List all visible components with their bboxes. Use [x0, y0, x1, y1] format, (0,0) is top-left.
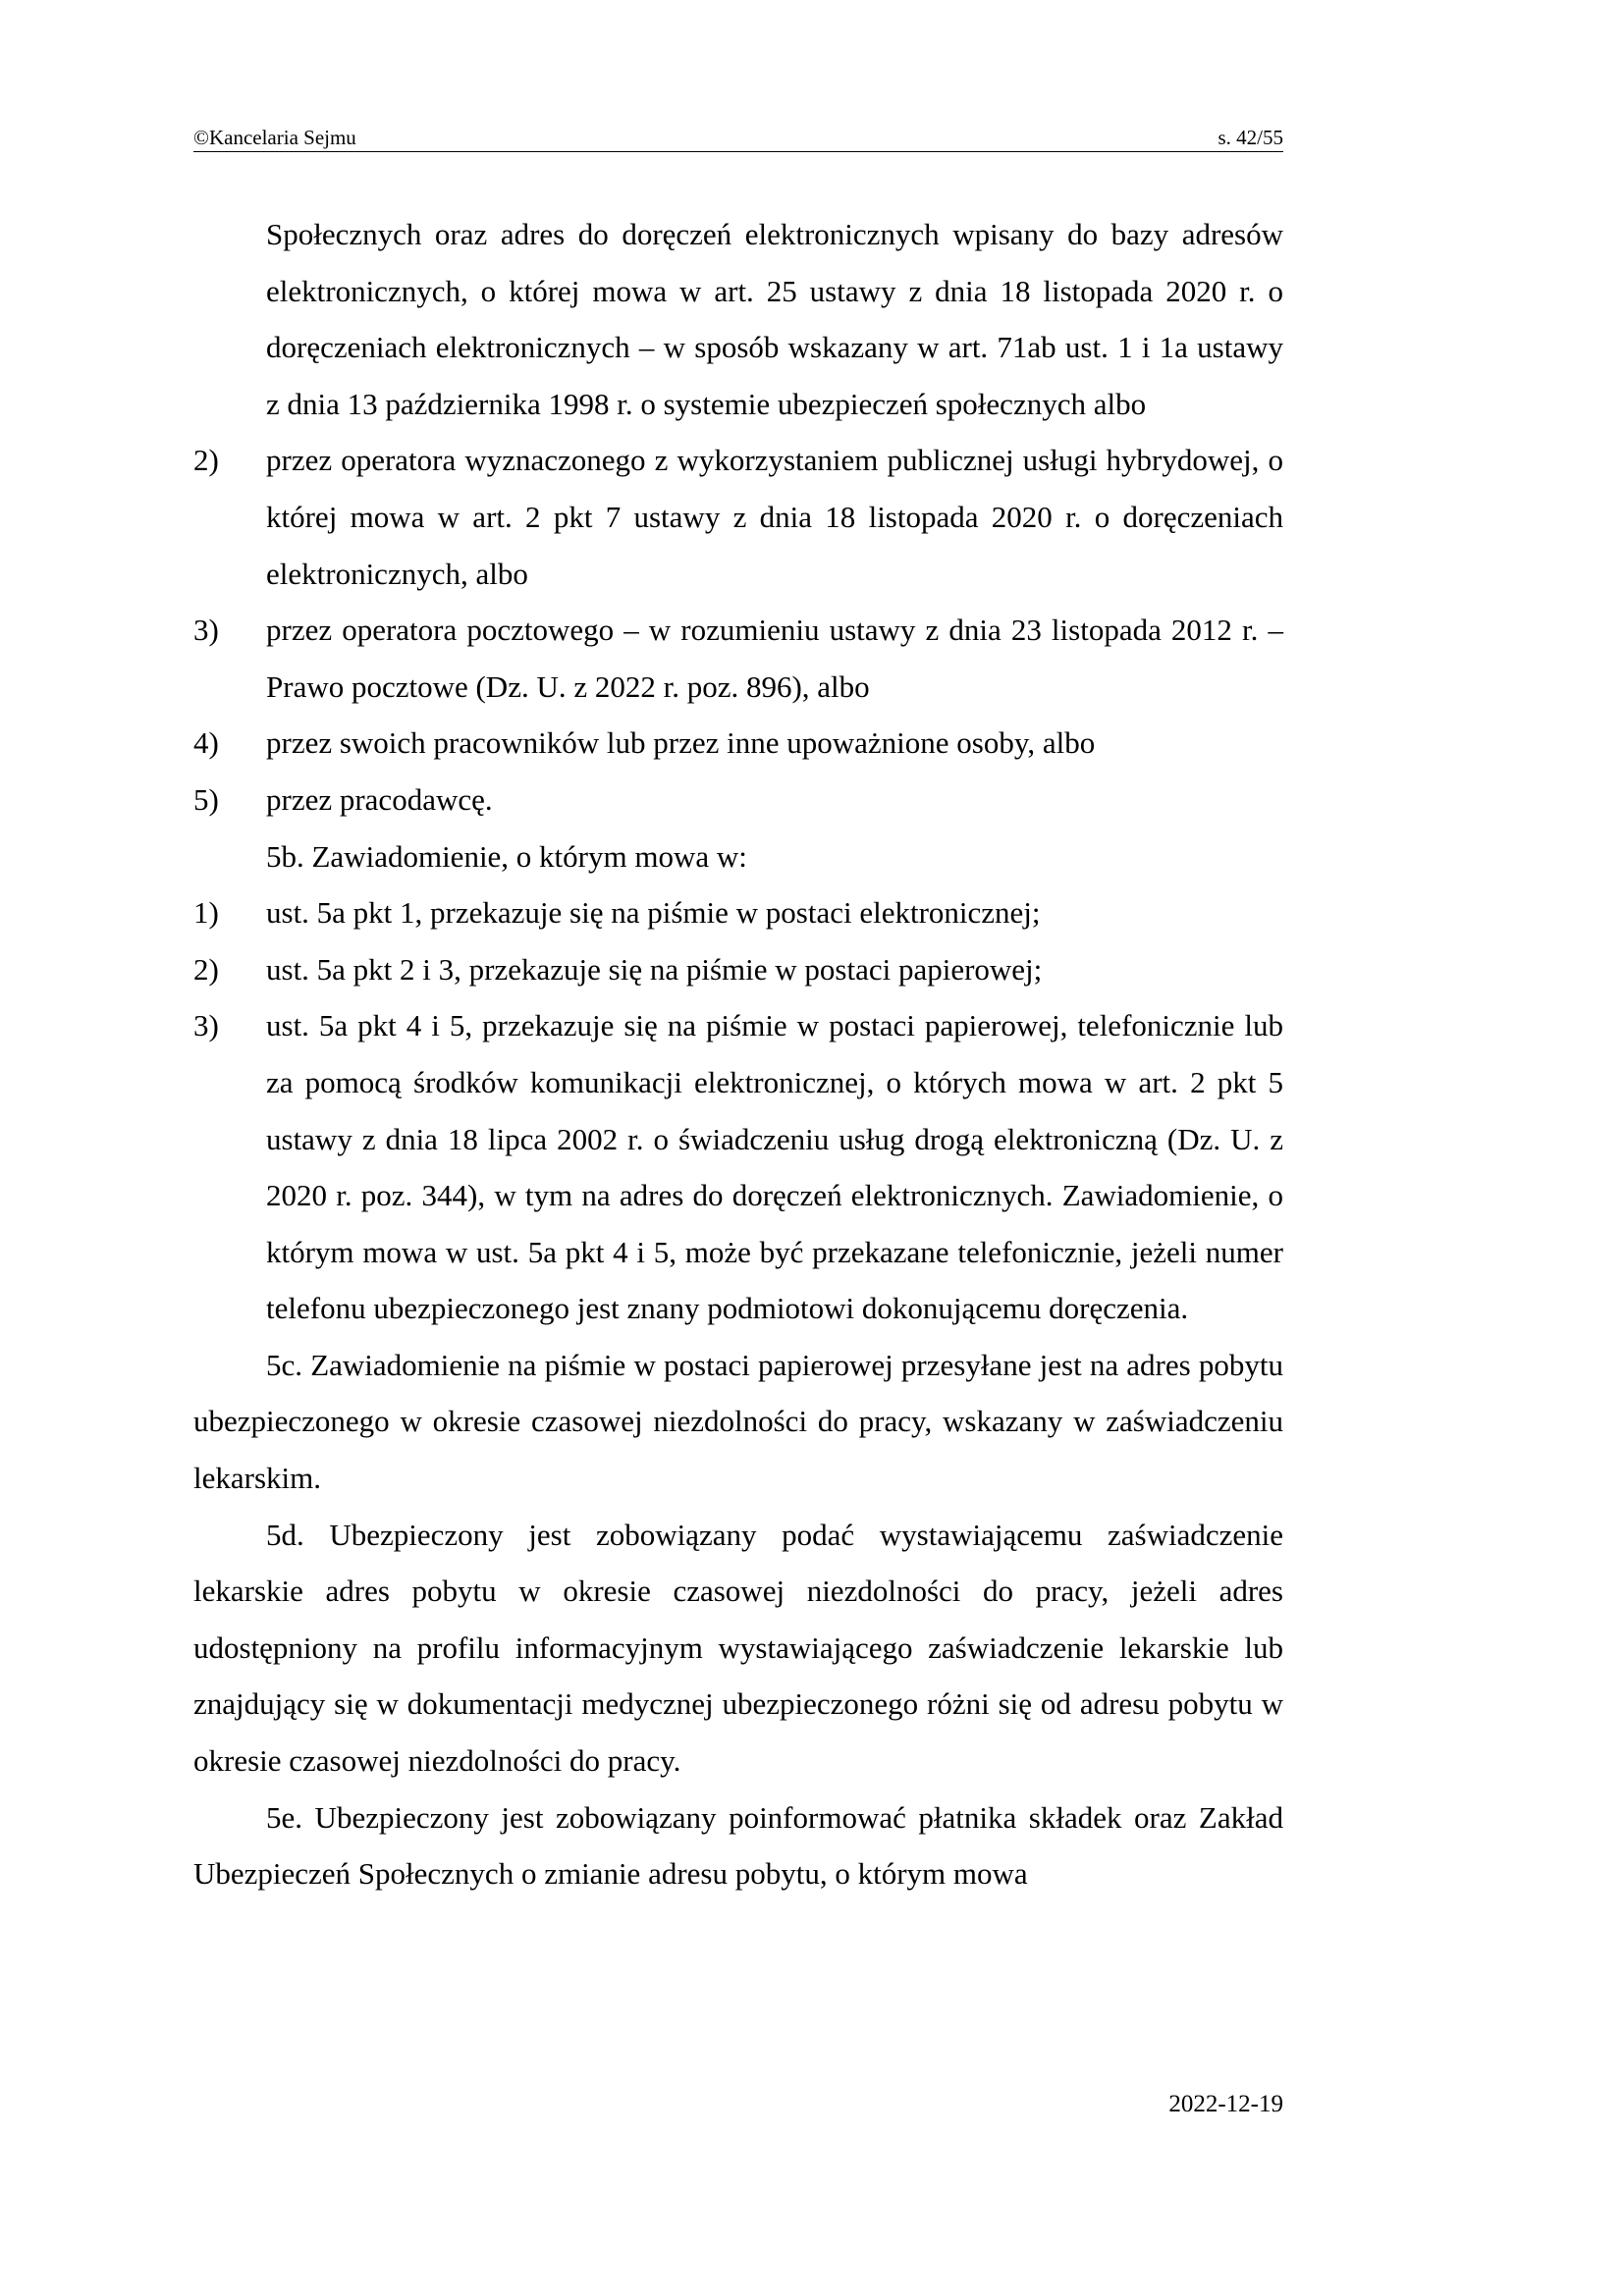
footer-date: 2022-12-19	[1168, 2091, 1283, 2117]
list-item	[193, 884, 1283, 941]
paragraph-5b: 5b. Zawiadomienie, o którym mowa w:	[266, 838, 747, 874]
header-publisher: ©Kancelaria Sejmu	[193, 126, 356, 149]
list-5a	[193, 432, 1283, 828]
document-body	[193, 206, 1283, 1902]
list-item-text: przez operatora wyznaczonego z wykorzystaniem publicznej usługi hybrydowej, o której mowa w art. 2 pkt 7 ustawy z dnia 18 listopada 2020 r. o doręczeniach elektronicznych, albo	[266, 443, 1283, 591]
list-item	[193, 997, 1283, 1337]
list-item-text: przez pracodawcę.	[266, 781, 493, 817]
list-item-number: 5)	[193, 781, 219, 817]
paragraph-5d: 5d. Ubezpieczony jest zobowiązany podać wystawiającemu zaświadczenie lekarskie adres pobytu w okresie czasowej niezdolności do pracy, jeżeli adres udostępniony na profilu informacyjnym wystawiającego zaświadczenie lekarskie lub znajdujący się w dokumentacji medycznej ubezpieczonego różni się od adresu pobytu w okresie czasowej niezdolności do pracy.	[193, 1517, 1283, 1779]
list-item-text: ust. 5a pkt 1, przekazuje się na piśmie w postaci elektronicznej;	[266, 895, 1041, 931]
list-item	[193, 772, 1283, 828]
header-rule	[193, 151, 1283, 152]
paragraph-5c: 5c. Zawiadomienie na piśmie w postaci papierowej przesyłane jest na adres pobytu ubezpieczonego w okresie czasowej niezdolności do pracy, wskazany w zaświadczeniu lekarskim.	[193, 1347, 1283, 1496]
list-item	[193, 602, 1283, 715]
list-item-number: 2)	[193, 951, 219, 987]
list-item-text: przez swoich pracowników lub przez inne upoważnione osoby, albo	[266, 725, 1096, 761]
list-item-number: 3)	[193, 613, 219, 648]
list-item	[193, 715, 1283, 772]
list-item-number: 3)	[193, 1008, 219, 1043]
list-item-number: 2)	[193, 443, 219, 478]
list-item-text: ust. 5a pkt 4 i 5, przekazuje się na piśmie w postaci papierowej, telefonicznie lub za pomocą środków komunikacji elektronicznej, o których mowa w art. 2 pkt 5 ustawy z dnia 18 lipca 2002 r. o świadczeniu usług drogą elektroniczną (Dz. U. z 2020 r. poz. 344), w tym na adres do doręczeń elektronicznych. Zawiadomienie, o którym mowa w ust. 5a pkt 4 i 5, może być przekazane telefonicznie, jeżeli numer telefonu ubezpieczonego jest znany podmiotowi dokonującemu doręczenia.	[266, 1008, 1283, 1326]
list-item-number: 1)	[193, 895, 219, 931]
list-5b	[193, 884, 1283, 1337]
list-item	[193, 941, 1283, 998]
list-item-number: 4)	[193, 725, 219, 761]
list-item-text: ust. 5a pkt 2 i 3, przekazuje się na piśmie w postaci papierowej;	[266, 951, 1043, 987]
page-header	[193, 126, 1283, 155]
list-item-text: przez operatora pocztowego – w rozumieniu ustawy z dnia 23 listopada 2012 r. – Prawo pocztowe (Dz. U. z 2022 r. poz. 896), albo	[266, 613, 1283, 704]
continuation-text: Społecznych oraz adres do doręczeń elektronicznych wpisany do bazy adresów elektronicznych, o której mowa w art. 25 ustawy z dnia 18 listopada 2020 r. o doręczeniach elektronicznych – w sposób wskazany w art. 71ab ust. 1 i 1a ustawy z dnia 13 października 1998 r. o systemie ubezpieczeń społecznych albo	[266, 217, 1283, 421]
header-page-number: s. 42/55	[1218, 126, 1283, 149]
paragraph-5e: 5e. Ubezpieczony jest zobowiązany poinformować płatnika składek oraz Zakład Ubezpieczeń Społecznych o zmianie adresu pobytu, o którym mowa	[193, 1799, 1283, 1892]
list-item	[193, 432, 1283, 602]
